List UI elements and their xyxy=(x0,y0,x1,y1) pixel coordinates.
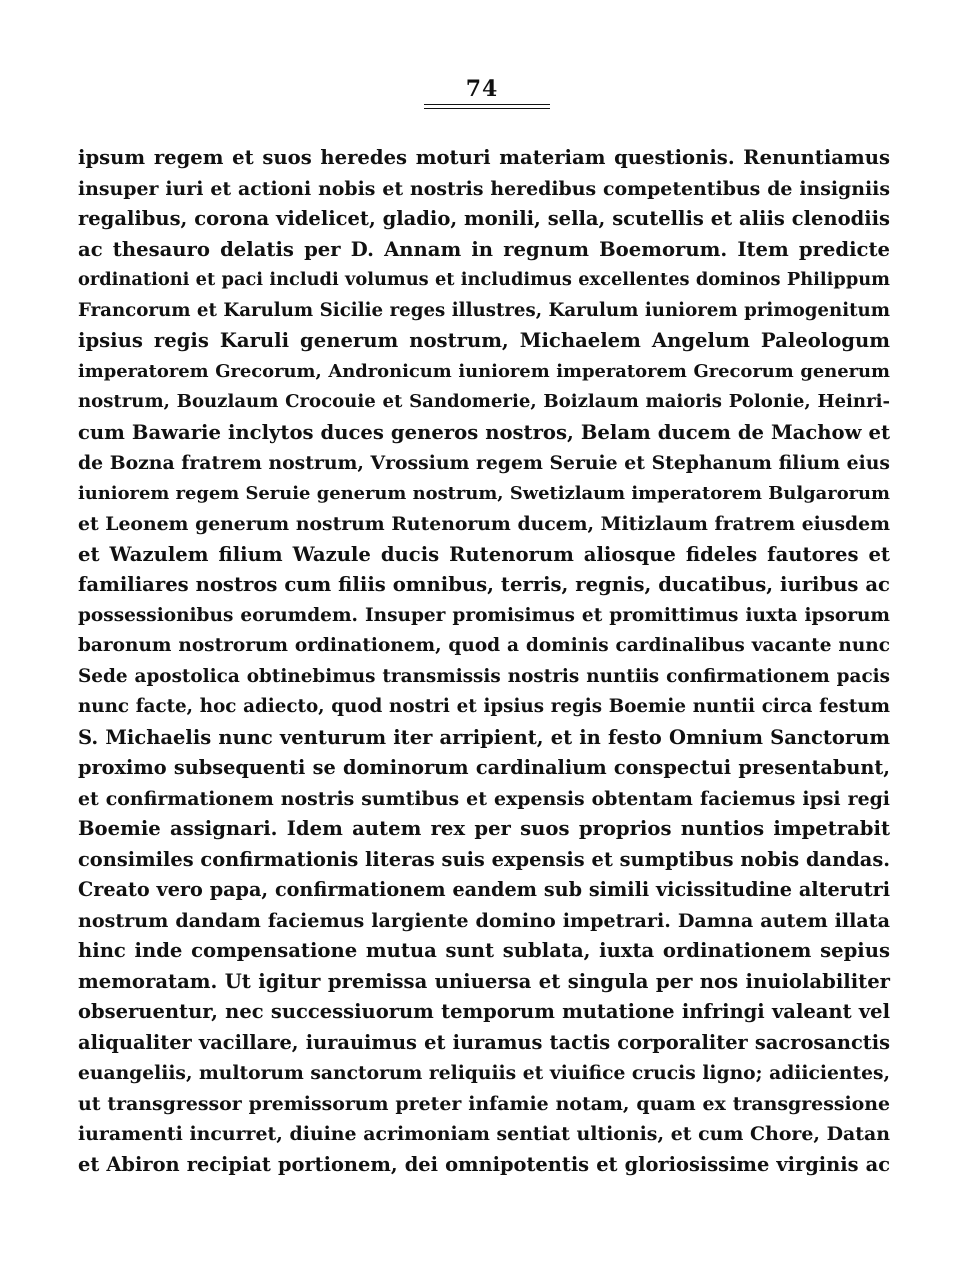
text-line: cum Bawarie inclytos duces generos nostros, Belam ducem de Machow et xyxy=(78,420,890,444)
text-line: imperatorem Grecorum, Andronicum iuniorem imperatorem Grecorum generum xyxy=(78,360,890,382)
text-line: consimiles confirmationis literas suis expensis et sumptibus nobis dandas. xyxy=(78,847,890,871)
text-line: ipsius regis Karuli generum nostrum, Michaelem Angelum Paleologum xyxy=(78,329,890,352)
text-line: possessionibus eorumdem. Insuper promisimus et promittimus iuxta ipsorum xyxy=(78,604,890,626)
text-line: baronum nostrorum ordinationem, quod a dominis cardinalibus vacante nunc xyxy=(78,635,890,656)
text-line: familiares nostros cum filiis omnibus, terris, regnis, ducatibus, iuribus ac xyxy=(78,573,890,596)
text-line: Boemie assignari. Idem autem rex per suos proprios nuntios impetrabit xyxy=(78,817,890,840)
text-line: hinc inde compensatione mutua sunt sublata, iuxta ordinationem sepius xyxy=(78,939,890,962)
page-header xyxy=(0,74,960,104)
text-line: ipsum regem et suos heredes moturi materiam questionis. Renuntiamus xyxy=(78,146,890,169)
text-line: regalibus, corona videlicet, gladio, monili, sella, scutellis et aliis clenodiis xyxy=(78,207,890,230)
text-line: Sede apostolica obtinebimus transmissis nostris nuntiis confirmationem pacis xyxy=(78,665,890,687)
text-line: Francorum et Karulum Sicilie reges illustres, Karulum iuniorem primogenitum xyxy=(78,299,890,321)
text-line: nostrum, Bouzlaum Crocouie et Sandomerie, Boizlaum maioris Polonie, Heinri- xyxy=(78,391,890,412)
text-line: nostrum dandam faciemus largiente domino impetrari. Damna autem illata xyxy=(78,908,890,932)
text-line: Creato vero papa, confirmationem eandem sub simili vicissitudine alterutri xyxy=(78,878,890,901)
text-line: aliqualiter vacillare, iurauimus et iuramus tactis corporaliter sacrosanctis xyxy=(78,1030,890,1054)
text-line: iuniorem regem Seruie generum nostrum, Swetizlaum imperatorem Bulgarorum xyxy=(78,482,890,504)
text-line: et Wazulem filium Wazule ducis Rutenorum aliosque fideles fautores et xyxy=(78,542,890,566)
body-text xyxy=(78,143,890,1180)
text-line: memoratam. Ut igitur premissa uniuersa et singula per nos inuiolabiliter xyxy=(78,969,890,993)
header-rule xyxy=(424,104,550,109)
text-line: euangeliis, multorum sanctorum reliquiis et viuifice crucis ligno; adiicientes, xyxy=(78,1062,890,1084)
page-number: 74 xyxy=(465,76,499,102)
text-line: iuramenti incurret, diuine acrimoniam sentiat ultionis, et cum Chore, Datan xyxy=(78,1123,890,1145)
text-line: proximo subsequenti se dominorum cardinalium conspectui presentabunt, xyxy=(78,756,890,779)
text-line: et confirmationem nostris sumtibus et expensis obtentam faciemus ipsi regi xyxy=(78,787,890,810)
text-line: de Bozna fratrem nostrum, Vrossium regem Seruie et Stephanum filium eius xyxy=(78,452,890,474)
text-line: et Leonem generum nostrum Rutenorum ducem, Mitizlaum fratrem eiusdem xyxy=(78,513,890,535)
text-line: nunc facte, hoc adiecto, quod nostri et ipsius regis Boemie nuntii circa festum xyxy=(78,696,890,717)
text-line: et Abiron recipiat portionem, dei omnipotentis et gloriosissime virginis ac xyxy=(78,1152,890,1176)
text-line: insuper iuri et actioni nobis et nostris heredibus competentibus de insigniis xyxy=(78,177,890,200)
text-line: S. Michaelis nunc venturum iter arripient, et in festo Omnium Sanctorum xyxy=(78,725,890,749)
text-line: ac thesauro delatis per D. Annam in regnum Boemorum. Item predicte xyxy=(78,237,890,261)
text-line: ordinationi et paci includi volumus et includimus excellentes dominos Philippum xyxy=(78,269,890,290)
text-line: ut transgressor premissorum preter infamie notam, quam ex transgressione xyxy=(78,1092,890,1115)
text-line: obseruentur, nec successiuorum temporum mutatione infringi valeant vel xyxy=(78,1000,890,1023)
